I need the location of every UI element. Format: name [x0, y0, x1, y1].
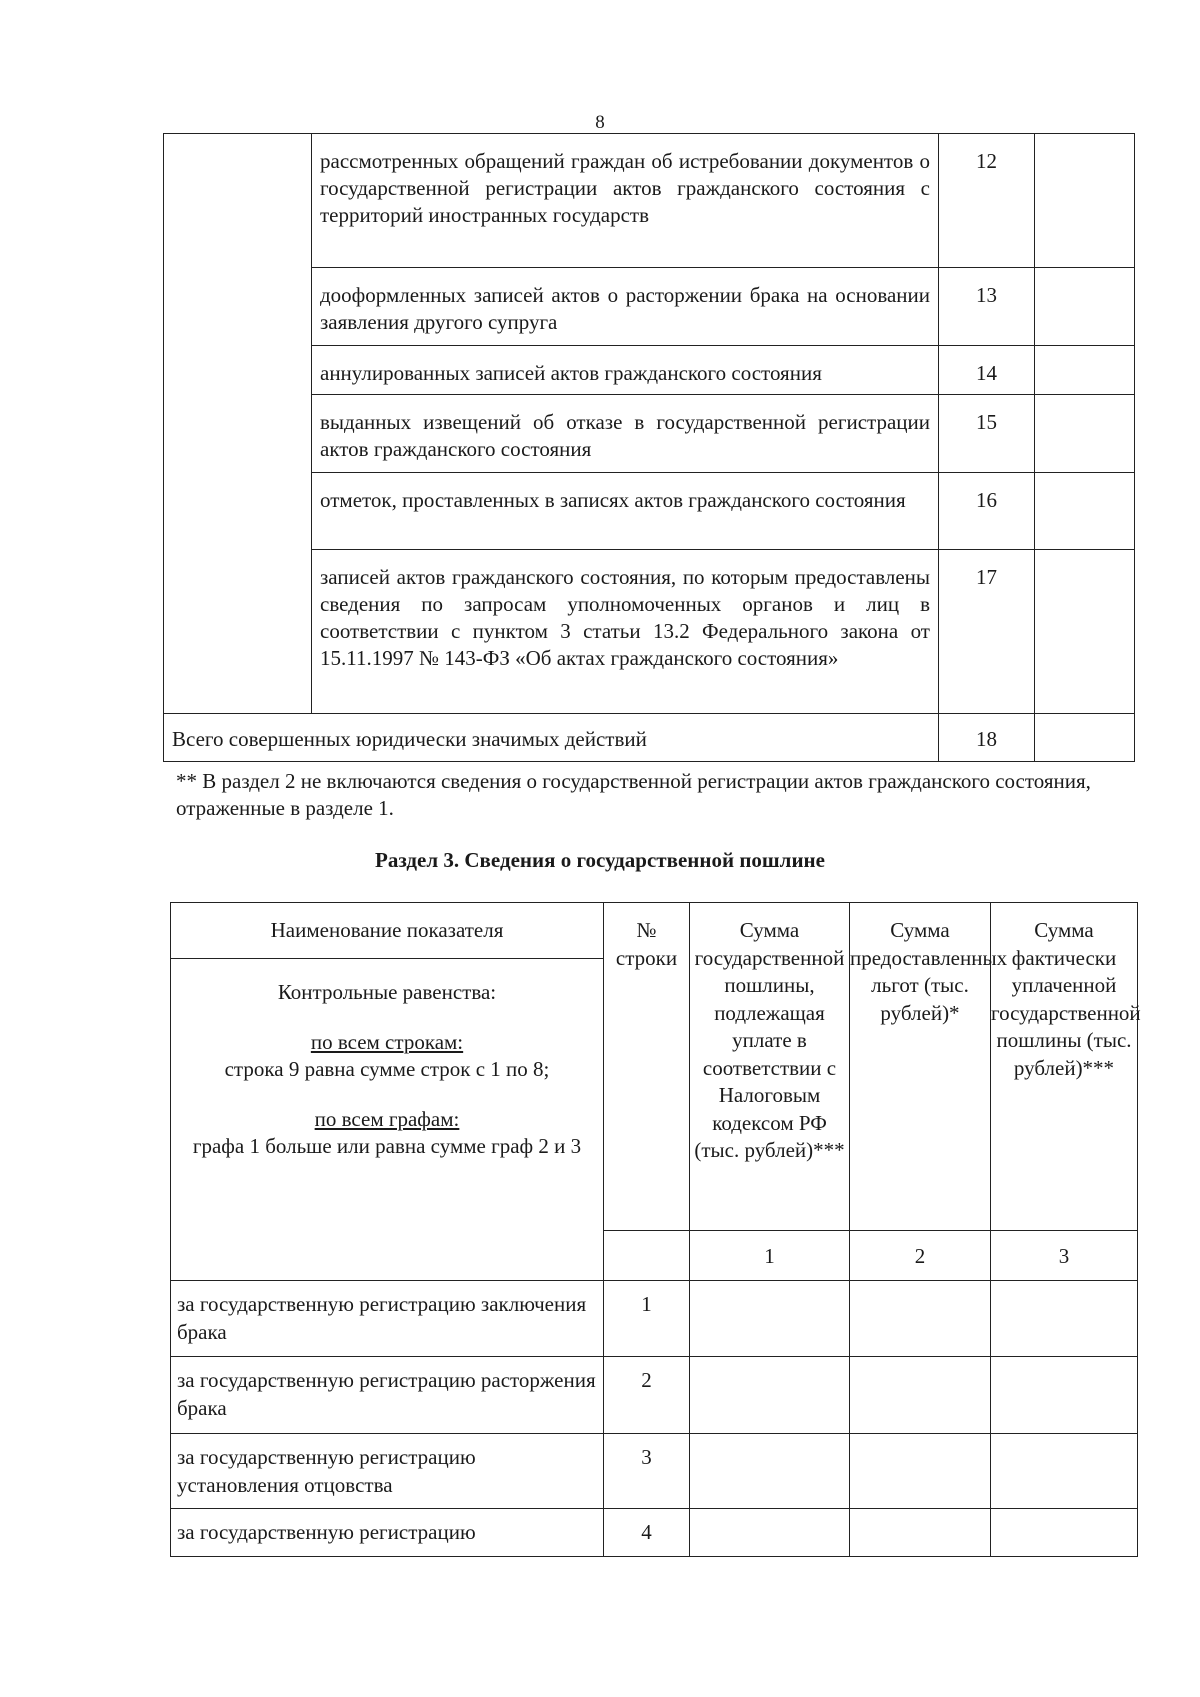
indicator-label: выданных извещений об отказе в государственной регистрации актов гражданского состояния [312, 395, 939, 473]
rows-rule: строка 9 равна сумме строк с 1 по 8; [224, 1057, 550, 1081]
line-number: 17 [939, 550, 1035, 714]
line-number: 16 [939, 473, 1035, 550]
header-row [171, 903, 1138, 959]
total-row [164, 714, 1135, 762]
column-number: 3 [991, 1231, 1138, 1281]
columns-rule: графа 1 больше или равна сумме граф 2 и 3 [192, 1134, 582, 1158]
line-number: 4 [604, 1509, 690, 1557]
column-1-header: Сумма государственной пошлины, подлежащая уплате в соответствии с Налоговым кодексом РФ (тыс. рублей)*** [690, 903, 850, 1231]
page-number: 8 [595, 112, 605, 133]
footnote: ** В раздел 2 не включаются сведения о государственной регистрации актов гражданского состояния, отраженные в разделе 1. [176, 769, 1091, 820]
table-row [171, 1434, 1138, 1509]
row-label: за государственную регистрацию заключения брака [171, 1281, 604, 1357]
row-label: за государственную регистрацию расторжения брака [171, 1357, 604, 1434]
value-cell [850, 1281, 991, 1357]
value-cell [850, 1357, 991, 1434]
total-label: Всего совершенных юридически значимых действий [164, 714, 939, 762]
value-cell [991, 1357, 1138, 1434]
value-cell [690, 1509, 850, 1557]
column-number: 2 [850, 1231, 991, 1281]
column-number: 1 [690, 1231, 850, 1281]
line-number: 3 [604, 1434, 690, 1509]
value-cell [991, 1434, 1138, 1509]
table-row [171, 1509, 1138, 1557]
group-cell [164, 134, 312, 714]
value-cell [850, 1434, 991, 1509]
indicator-name-header: Наименование показателя [171, 903, 604, 959]
state-fee-table [170, 902, 1141, 1557]
line-number: 15 [939, 395, 1035, 473]
value-cell [690, 1357, 850, 1434]
value-cell [1035, 550, 1135, 714]
row-label: за государственную регистрацию установления отцовства [171, 1434, 604, 1509]
line-number: 1 [604, 1281, 690, 1357]
line-number-header: № строки [604, 903, 690, 1231]
indicator-label: записей актов гражданского состояния, по которым предоставлены сведения по запросам уполномоченных органов и лиц в соответствии с пунктом 3 статьи 13.2 Федерального закона от 15.11.1997 № 143-ФЗ «Об актах гражданского состояния» [312, 550, 939, 714]
value-cell [1035, 714, 1135, 762]
value-cell [1035, 268, 1135, 346]
line-number: 2 [604, 1357, 690, 1434]
section-title: Раздел 3. Сведения о государственной пошлине [375, 848, 825, 872]
line-number: 18 [939, 714, 1035, 762]
indicator-label: отметок, проставленных в записях актов гражданского состояния [312, 473, 939, 550]
table-row [171, 1357, 1138, 1434]
value-cell [850, 1509, 991, 1557]
line-number: 14 [939, 346, 1035, 395]
indicator-label: аннулированных записей актов гражданского состояния [312, 346, 939, 395]
value-cell [690, 1281, 850, 1357]
table-row [164, 134, 1135, 268]
value-cell [1035, 473, 1135, 550]
value-cell [690, 1434, 850, 1509]
columns-rule-label: по всем графам: [314, 1106, 460, 1131]
control-title: Контрольные равенства: [277, 980, 497, 1004]
value-cell [1035, 134, 1135, 268]
column-number [604, 1231, 690, 1281]
table-row [171, 1281, 1138, 1357]
column-3-header: Сумма фактически уплаченной государственной пошлины (тыс. рублей)*** [991, 903, 1138, 1231]
control-equalities [171, 959, 604, 1281]
value-cell [1035, 346, 1135, 395]
indicator-label: рассмотренных обращений граждан об истребовании документов о государственной регистрации актов гражданского состояния с территорий иностранных государств [312, 134, 939, 268]
rows-rule-label: по всем строкам: [310, 1029, 464, 1054]
row-label: за государственную регистрацию [171, 1509, 604, 1557]
line-number: 12 [939, 134, 1035, 268]
section2-table-continuation [163, 133, 1135, 762]
value-cell [991, 1281, 1138, 1357]
value-cell [1035, 395, 1135, 473]
indicator-label: дооформленных записей актов о расторжении брака на основании заявления другого супруга [312, 268, 939, 346]
line-number: 13 [939, 268, 1035, 346]
column-2-header: Сумма предоставленных льгот (тыс. рублей)* [850, 903, 991, 1231]
value-cell [991, 1509, 1138, 1557]
